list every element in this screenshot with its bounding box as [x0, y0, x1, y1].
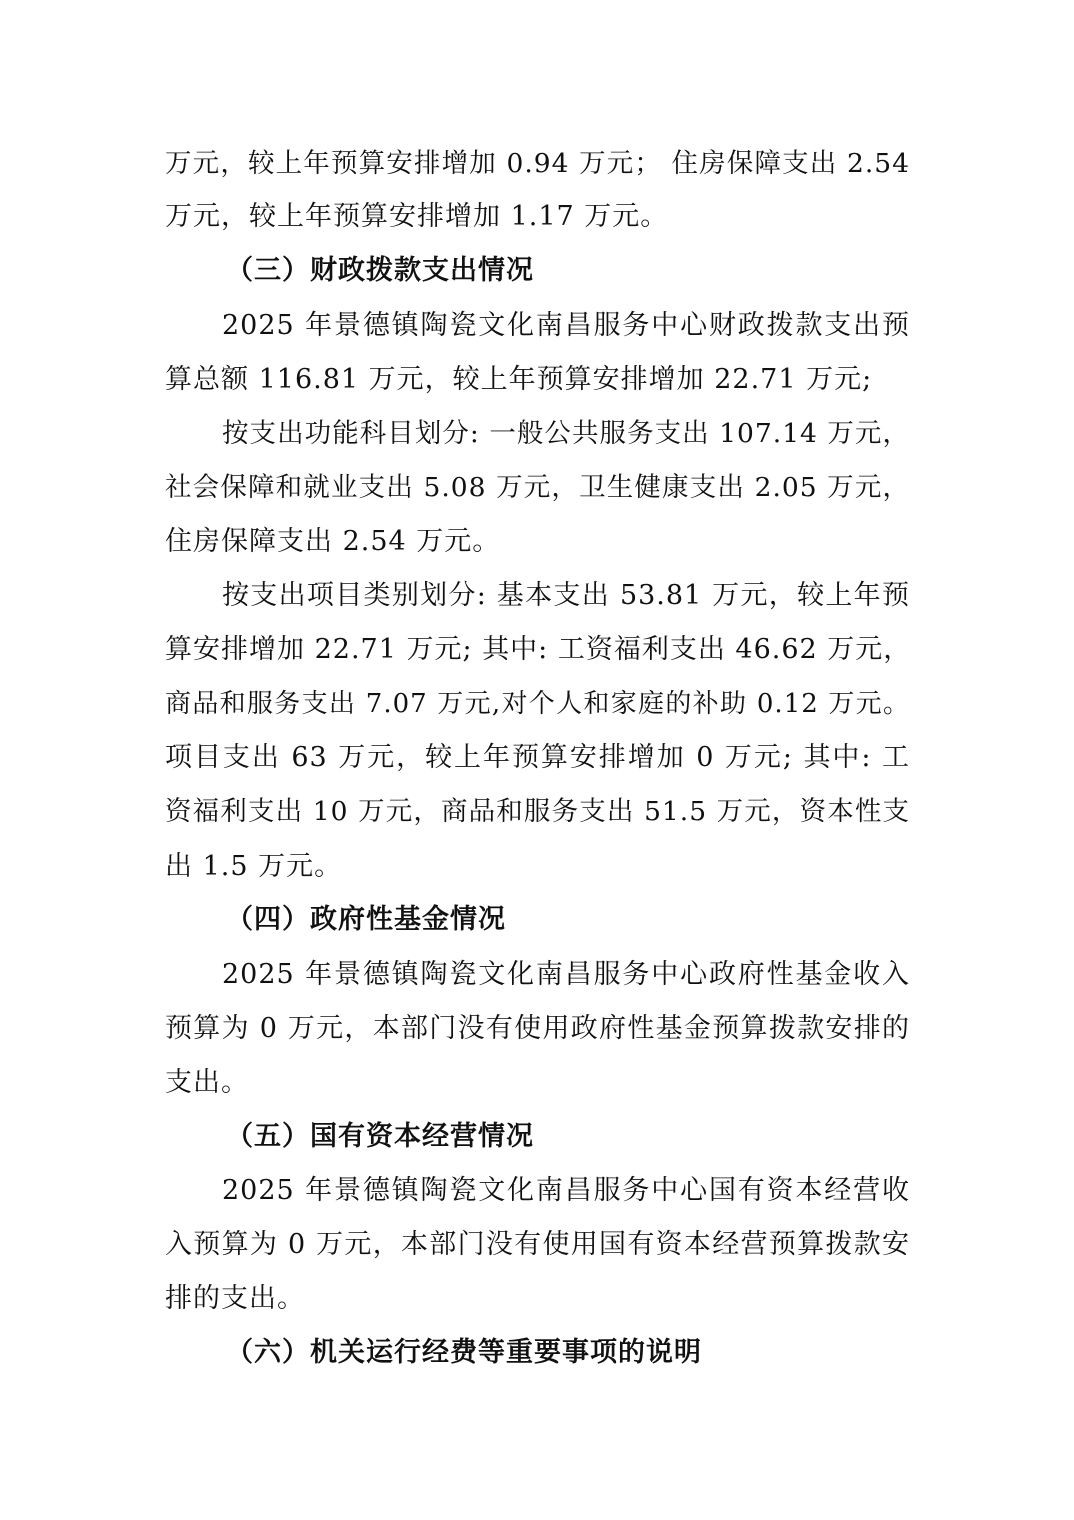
paragraph-line: 预算为 0 万元，本部门没有使用政府性基金预算拨款安排的: [165, 1013, 910, 1044]
paragraph-line: 资福利支出 10 万元，商品和服务支出 51.5 万元，资本性支: [165, 796, 910, 827]
paragraph-line: 算安排增加 22.71 万元; 其中: 工资福利支出 46.62 万元，: [165, 634, 912, 665]
paragraph-line: 项目支出 63 万元，较上年预算安排增加 0 万元; 其中: 工: [165, 742, 910, 773]
section-heading-4: （四）政府性基金情况: [226, 904, 506, 935]
paragraph-line: 住房保障支出 2.54 万元。: [165, 526, 501, 557]
paragraph-line: 出 1.5 万元。: [165, 851, 343, 882]
paragraph-line: 2025 年景德镇陶瓷文化南昌服务中心财政拨款支出预: [222, 310, 910, 341]
paragraph-line: 算总额 116.81 万元，较上年预算安排增加 22.71 万元;: [165, 364, 873, 395]
paragraph-line: 按支出功能科目划分: 一般公共服务支出 107.14 万元，: [222, 418, 910, 449]
paragraph-line: 社会保障和就业支出 5.08 万元，卫生健康支出 2.05 万元，: [165, 472, 910, 503]
paragraph-line: 2025 年景德镇陶瓷文化南昌服务中心政府性基金收入: [222, 959, 910, 990]
paragraph-line: 按支出项目类别划分: 基本支出 53.81 万元，较上年预: [222, 580, 910, 611]
paragraph-line: 2025 年景德镇陶瓷文化南昌服务中心国有资本经营收: [222, 1175, 910, 1206]
section-heading-6: （六）机关运行经费等重要事项的说明: [226, 1337, 702, 1368]
paragraph-line: 排的支出。: [165, 1283, 305, 1314]
paragraph-line: 支出。: [165, 1067, 249, 1098]
section-heading-5: （五）国有资本经营情况: [226, 1121, 534, 1152]
paragraph-line: 商品和服务支出 7.07 万元,对个人和家庭的补助 0.12 万元。: [165, 689, 910, 719]
paragraph-line: 入预算为 0 万元，本部门没有使用国有资本经营预算拨款安: [165, 1229, 910, 1260]
section-heading-3: （三）财政拨款支出情况: [226, 255, 534, 286]
paragraph-line: 万元，较上年预算安排增加 1.17 万元。: [165, 201, 669, 232]
paragraph-line: 万元，较上年预算安排增加 0.94 万元； 住房保障支出 2.54: [165, 148, 910, 179]
